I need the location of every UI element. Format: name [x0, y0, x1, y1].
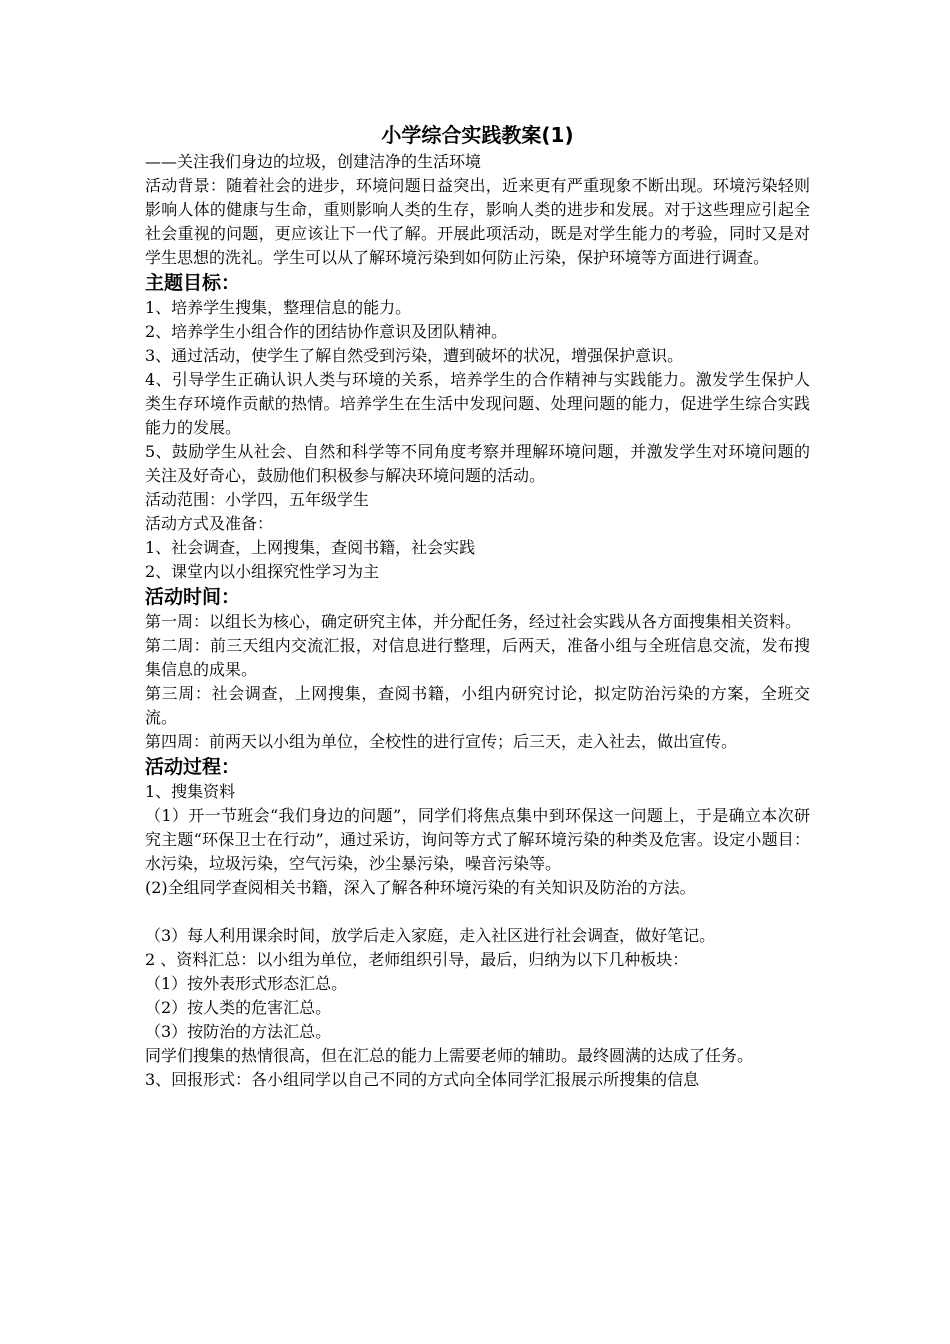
document-title: 小学综合实践教案(1): [381, 123, 574, 147]
goal-item: 3、通过活动，使学生了解自然受到污染，遭到破坏的状况，增强保护意识。: [145, 346, 684, 365]
process-step: 1、搜集资料: [145, 782, 236, 801]
paragraph-gap: [145, 900, 810, 924]
schedule-item: 第三周：社会调查，上网搜集，查阅书籍，小组内研究讨论，拟定防治污染的方案，全班交流。: [145, 684, 810, 727]
goals-heading: 主题目标：: [145, 272, 241, 294]
goal-item: 4、引导学生正确认识人类与环境的关系，培养学生的合作精神与实践能力。激发学生保护人类生存环境作贡献的热情。培养学生在生活中发现问题、处理问题的能力，促进学生综合实践能力的发展。: [145, 370, 810, 437]
process-heading: 活动过程：: [145, 756, 241, 778]
document-page: [145, 120, 810, 1092]
process-substep: （1）开一节班会“我们身边的问题”，同学们将焦点集中到环保这一问题上，于是确立本次研究主题“环保卫士在行动”，通过采访，询问等方式了解环境污染的种类及危害。设定小题目：水污染，垃圾污染，空气污染，沙尘暴污染，噪音污染等。: [145, 806, 810, 873]
background-paragraph: 活动背景：随着社会的进步，环境问题日益突出，近来更有严重现象不断出现。环境污染轻则影响人体的健康与生命，重则影响人类的生存，影响人类的进步和发展。对于这些理应引起全社会重视的问题，更应该让下一代了解。开展此项活动，既是对学生能力的考验，同时又是对学生思想的洗礼。学生可以从了解环境污染到如何防止污染，保护环境等方面进行调查。: [145, 176, 810, 267]
schedule-item: 第四周：前两天以小组为单位，全校性的进行宣传；后三天，走入社去，做出宣传。: [145, 732, 738, 751]
goal-item: 1、培养学生搜集，整理信息的能力。: [145, 298, 412, 317]
method-item: 1、社会调查，上网搜集，查阅书籍，社会实践: [145, 538, 476, 557]
scope-line: 活动范围：小学四，五年级学生: [145, 490, 370, 509]
subtitle: ——关注我们身边的垃圾，创建洁净的生活环境: [145, 152, 482, 171]
method-item: 2、课堂内以小组探究性学习为主: [145, 562, 380, 581]
process-step: 2 、资料汇总：以小组为单位，老师组织引导，最后，归纳为以下几种板块：: [145, 950, 689, 969]
process-substep: (2)全组同学查阅相关书籍，深入了解各种环境污染的有关知识及防治的方法。: [145, 878, 696, 897]
goal-item: 5、鼓励学生从社会、自然和科学等不同角度考察并理解环境问题，并激发学生对环境问题的关注及好奇心，鼓励他们积极参与解决环境问题的活动。: [145, 442, 810, 485]
methods-label: 活动方式及准备：: [145, 514, 274, 533]
process-substep: （3）按防治的方法汇总。: [145, 1022, 332, 1041]
process-step: 3、回报形式：各小组同学以自己不同的方式向全体同学汇报展示所搜集的信息: [145, 1070, 700, 1089]
schedule-heading: 活动时间：: [145, 586, 241, 608]
schedule-item: 第二周：前三天组内交流汇报，对信息进行整理，后两天，准备小组与全班信息交流，发布搜集信息的成果。: [145, 636, 810, 679]
process-note: 同学们搜集的热情很高，但在汇总的能力上需要老师的辅助。最终圆满的达成了任务。: [145, 1046, 754, 1065]
process-substep: （1）按外表形式形态汇总。: [145, 974, 348, 993]
goal-item: 2、培养学生小组合作的团结协作意识及团队精神。: [145, 322, 508, 341]
process-substep: （2）按人类的危害汇总。: [145, 998, 332, 1017]
process-substep: （3）每人利用课余时间，放学后走入家庭，走入社区进行社会调查，做好笔记。: [145, 926, 716, 945]
schedule-item: 第一周：以组长为核心，确定研究主体，并分配任务，经过社会实践从各方面搜集相关资料。: [145, 612, 802, 631]
